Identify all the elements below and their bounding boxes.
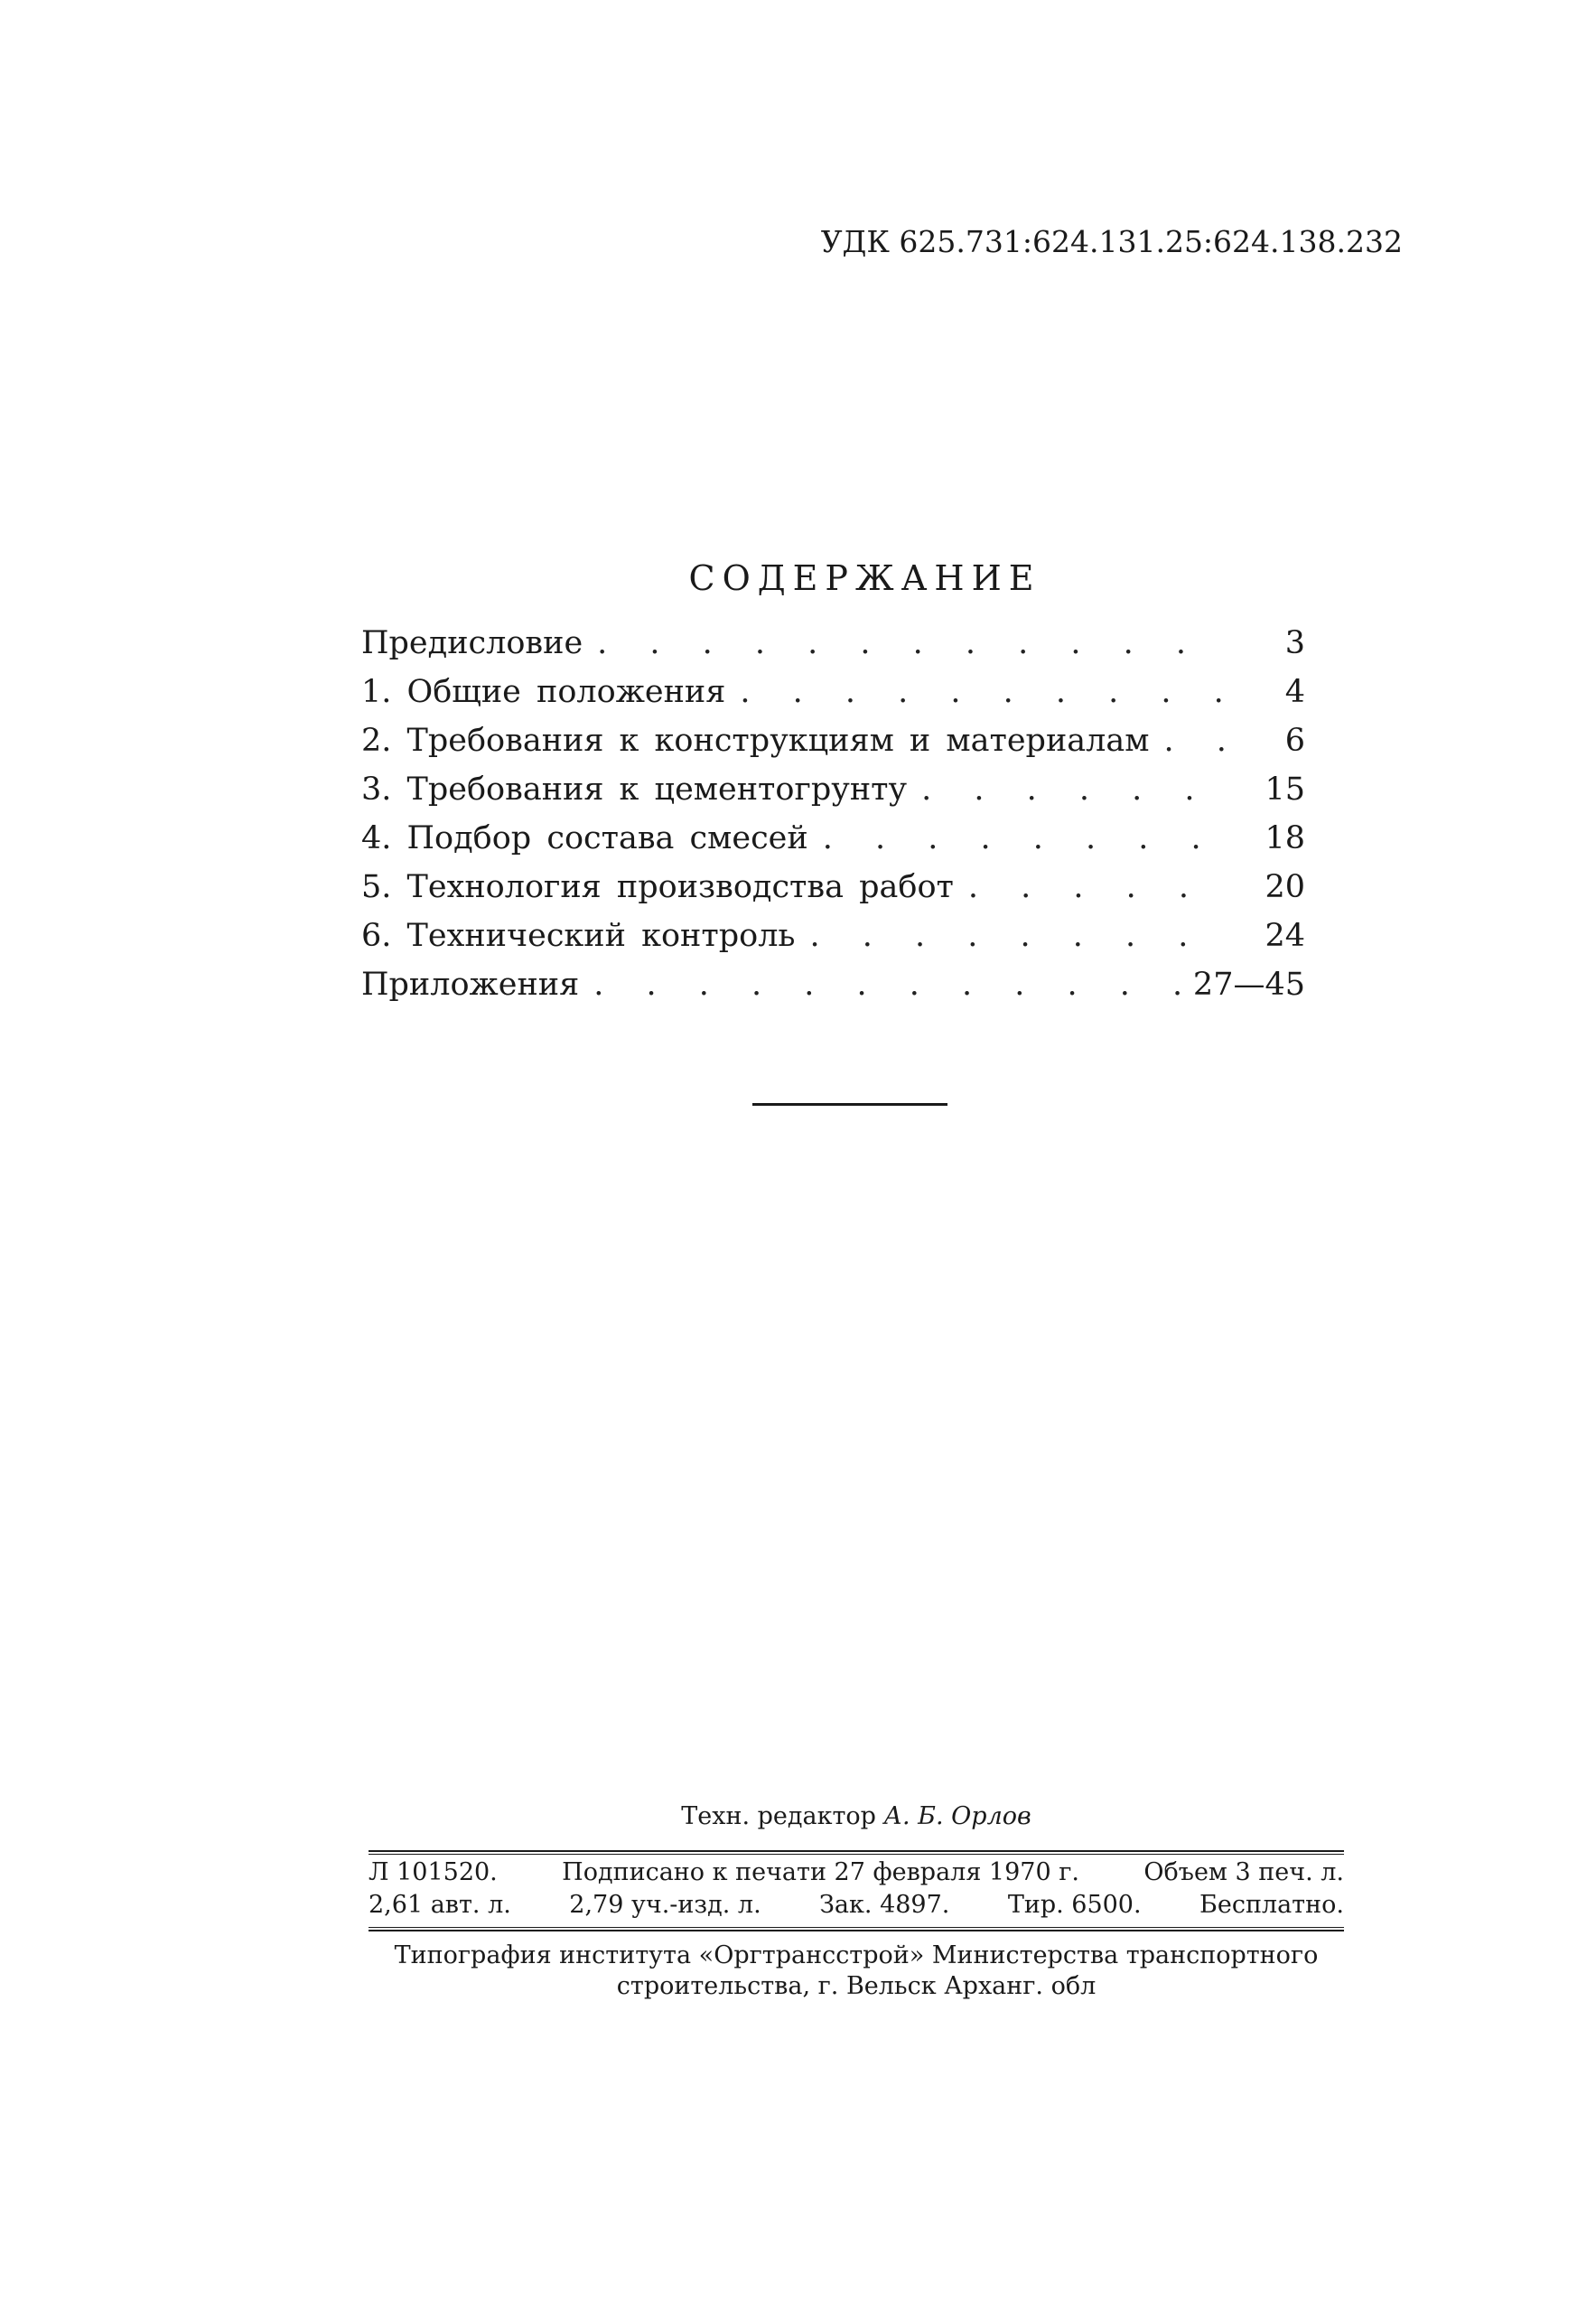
toc-entry-page: 6	[1284, 723, 1305, 759]
toc-entry-page: 18	[1265, 820, 1305, 856]
toc-entry-requirements-soil-cement	[361, 772, 1305, 820]
toc-entry-page: 4	[1284, 674, 1305, 710]
imprint-block	[369, 1802, 1344, 2002]
imprint-rule-bottom	[369, 1930, 1344, 1931]
toc-entry-technology	[361, 869, 1305, 918]
editor-name: А. Б. Орлов	[883, 1802, 1031, 1830]
toc-entry-label: Приложения	[361, 967, 580, 1003]
toc-entry-label: 3. Требования к цементогрунту	[361, 772, 908, 808]
toc-entry-appendices	[361, 967, 1305, 1015]
print-run: Тир. 6500.	[1007, 1891, 1142, 1919]
print-volume: Объем 3 печ. л.	[1143, 1858, 1344, 1886]
toc-entry-label: 5. Технология производства работ	[361, 869, 954, 905]
toc-leader-dots	[795, 918, 1224, 954]
toc-list	[361, 625, 1305, 1015]
toc-leader-dots	[907, 772, 1224, 808]
toc-entry-label: 6. Технический контроль	[361, 918, 796, 954]
toc-leader-dots	[583, 625, 1224, 661]
section-divider	[752, 1103, 947, 1106]
printer-info	[369, 1941, 1344, 2002]
publisher-sheets: 2,79 уч.-изд. л.	[569, 1891, 761, 1919]
license-number: Л 101520.	[369, 1858, 498, 1886]
toc-leader-dots	[808, 820, 1224, 856]
toc-title: СОДЕРЖАНИЕ	[688, 558, 1041, 598]
toc-entry-page: 20	[1265, 869, 1305, 905]
imprint-rule-bottom-inner	[369, 1927, 1344, 1928]
toc-entry-control	[361, 918, 1305, 967]
toc-entry-label: 4. Подбор состава смесей	[361, 820, 808, 856]
toc-leader-dots	[1149, 723, 1224, 759]
toc-entry-requirements-structures	[361, 723, 1305, 772]
editor-prefix: Техн. редактор	[681, 1802, 876, 1830]
printer-line-1: Типография института «Оргтрансстрой» Министерства транспортного	[394, 1941, 1319, 1969]
toc-entry-label: 2. Требования к конструкциям и материалам	[361, 723, 1150, 759]
toc-entry-preface	[361, 625, 1305, 674]
toc-entry-general	[361, 674, 1305, 723]
price: Бесплатно.	[1199, 1891, 1344, 1919]
toc-leader-dots	[954, 869, 1224, 905]
imprint-rules-bottom	[369, 1927, 1344, 1931]
toc-entry-page: 24	[1265, 918, 1305, 954]
toc-leader-dots	[725, 674, 1224, 710]
printer-line-2: строительства, г. Вельск Арханг. обл	[616, 1972, 1097, 2000]
imprint-rule-top	[369, 1850, 1344, 1852]
toc-entry-page: 15	[1265, 772, 1305, 808]
order-number: Зак. 4897.	[819, 1891, 950, 1919]
toc-entry-page: 27—45	[1192, 967, 1305, 1003]
imprint-row-1	[369, 1856, 1344, 1889]
table-of-contents	[361, 558, 1305, 1015]
imprint-rule-top-inner	[369, 1854, 1344, 1855]
toc-entry-mix-selection	[361, 820, 1305, 869]
tech-editor-line	[369, 1802, 1344, 1830]
author-sheets: 2,61 авт. л.	[369, 1891, 511, 1919]
toc-entry-label: Предисловие	[361, 625, 583, 661]
signed-date: Подписано к печати 27 февраля 1970 г.	[562, 1858, 1079, 1886]
toc-entry-page: 3	[1284, 625, 1305, 661]
imprint-row-2	[369, 1889, 1344, 1922]
udk-code: УДК 625.731:624.131.25:624.138.232	[820, 224, 1403, 259]
toc-entry-label: 1. Общие положения	[361, 674, 726, 710]
toc-leader-dots	[579, 967, 1193, 1003]
